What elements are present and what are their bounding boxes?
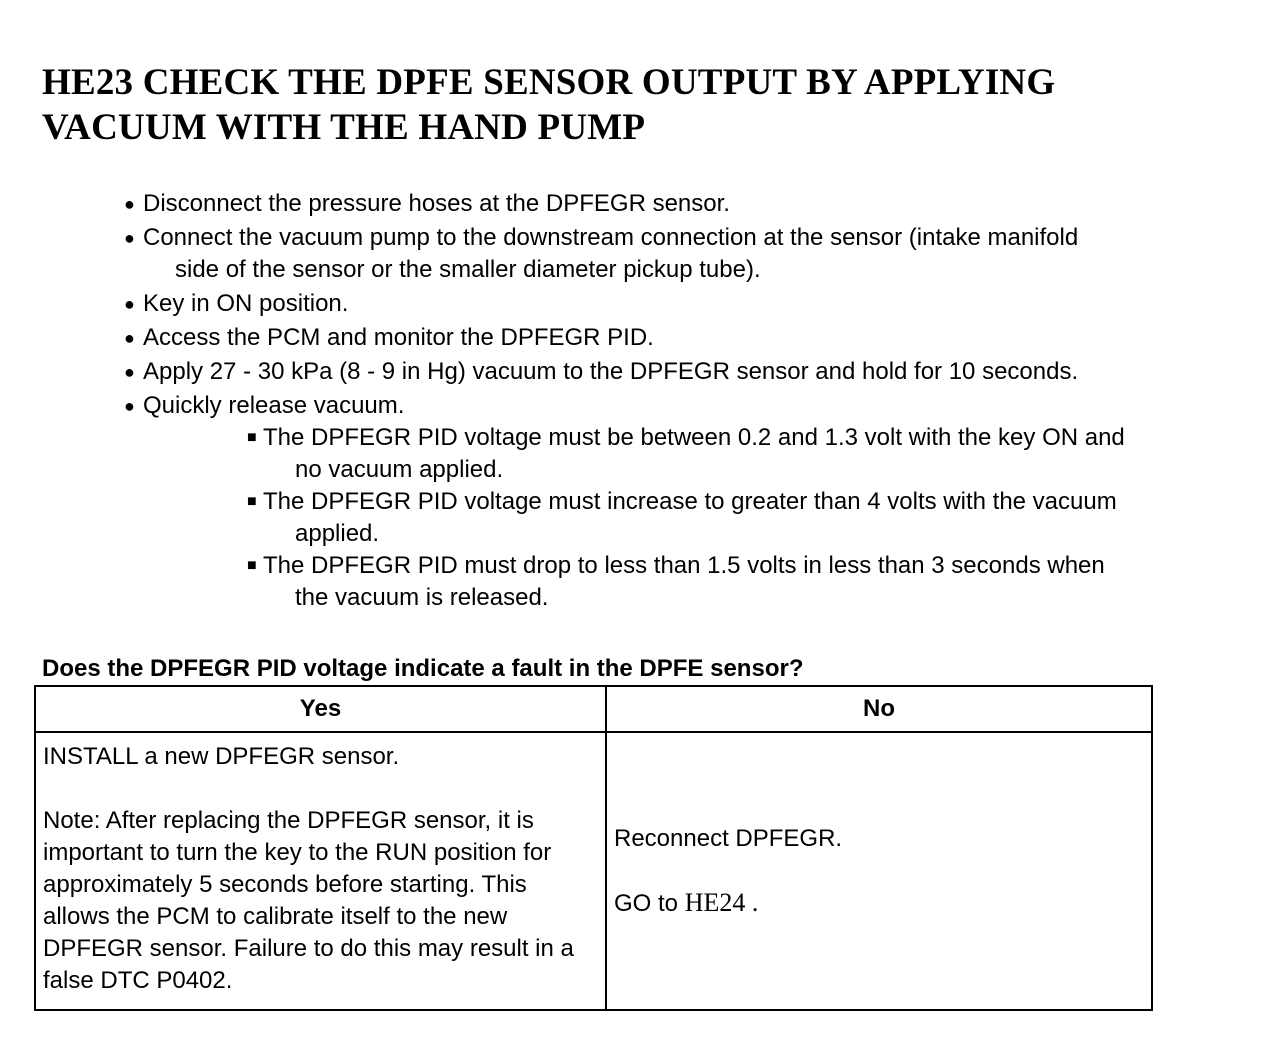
bullet-icon: ● (124, 194, 135, 214)
procedure-step (124, 322, 1254, 354)
sub-step-text-continuation: no vacuum applied. (295, 456, 504, 483)
step-text: Key in ON position. (143, 290, 349, 317)
sub-step (247, 550, 1254, 614)
square-bullet-icon: ■ (247, 493, 257, 510)
bullet-icon: ● (124, 396, 135, 416)
bullet-icon: ● (124, 328, 135, 348)
yes-note: Note: After replacing the DPFEGR sensor, it is important to turn the key to the RUN position for approximately 5 seconds before starting. This allows the PCM to calibrate itself to the new DPFEGR sensor. Failure to do this may result in a false DTC P0402. (43, 807, 574, 994)
sub-step-text-continuation: the vacuum is released. (295, 584, 549, 611)
yes-action: INSTALL a new DPFEGR sensor. (43, 743, 400, 770)
step-text-continuation: side of the sensor or the smaller diameter pickup tube). (175, 256, 761, 283)
square-bullet-icon: ■ (247, 557, 257, 574)
page-title (42, 60, 1055, 150)
step-text: Disconnect the pressure hoses at the DPFEGR sensor. (143, 190, 730, 217)
table-header-row (35, 686, 1152, 732)
step-text: Access the PCM and monitor the DPFEGR PID. (143, 324, 654, 351)
no-action: Reconnect DPFEGR. (614, 824, 843, 852)
procedure-step (124, 356, 1254, 388)
sub-step-text: The DPFEGR PID voltage must be between 0.2 and 1.3 volt with the key ON and (263, 424, 1125, 451)
square-bullet-icon: ■ (247, 429, 257, 446)
title-line-1: HE23 CHECK THE DPFE SENSOR OUTPUT BY APPLYING (42, 62, 1056, 103)
procedure-steps (124, 188, 1254, 616)
sub-step-text-continuation: applied. (295, 520, 380, 547)
step-text: Apply 27 - 30 kPa (8 - 9 in Hg) vacuum to the DPFEGR sensor and hold for 10 seconds. (143, 358, 1079, 385)
sub-step-text: The DPFEGR PID voltage must increase to greater than 4 volts with the vacuum (263, 488, 1117, 515)
no-cell (606, 732, 1152, 1010)
goto-prefix: GO to (614, 889, 685, 917)
step-text: Connect the vacuum pump to the downstream connection at the sensor (intake manifold (143, 224, 1079, 251)
title-line-2: VACUUM WITH THE HAND PUMP (42, 107, 646, 148)
decision-table (34, 685, 1153, 1011)
yes-column-header: Yes (35, 686, 606, 732)
no-goto (614, 887, 1145, 920)
sub-step (247, 422, 1254, 486)
goto-link[interactable]: HE24 (684, 887, 746, 917)
bullet-icon: ● (124, 294, 135, 314)
procedure-step (124, 390, 1254, 614)
procedure-step (124, 188, 1254, 220)
bullet-icon: ● (124, 362, 135, 382)
sub-steps (143, 422, 1254, 614)
step-text: Quickly release vacuum. (143, 392, 405, 419)
bullet-icon: ● (124, 228, 135, 248)
yes-cell (35, 732, 606, 1010)
procedure-step (124, 222, 1254, 286)
sub-step-text: The DPFEGR PID must drop to less than 1.5 volts in less than 3 seconds when (263, 552, 1105, 579)
goto-suffix: . (745, 887, 759, 917)
decision-question: Does the DPFEGR PID voltage indicate a fault in the DPFE sensor? (42, 655, 804, 682)
procedure-step (124, 288, 1254, 320)
sub-step (247, 486, 1254, 550)
no-column-header: No (606, 686, 1152, 732)
table-row (35, 732, 1152, 1010)
